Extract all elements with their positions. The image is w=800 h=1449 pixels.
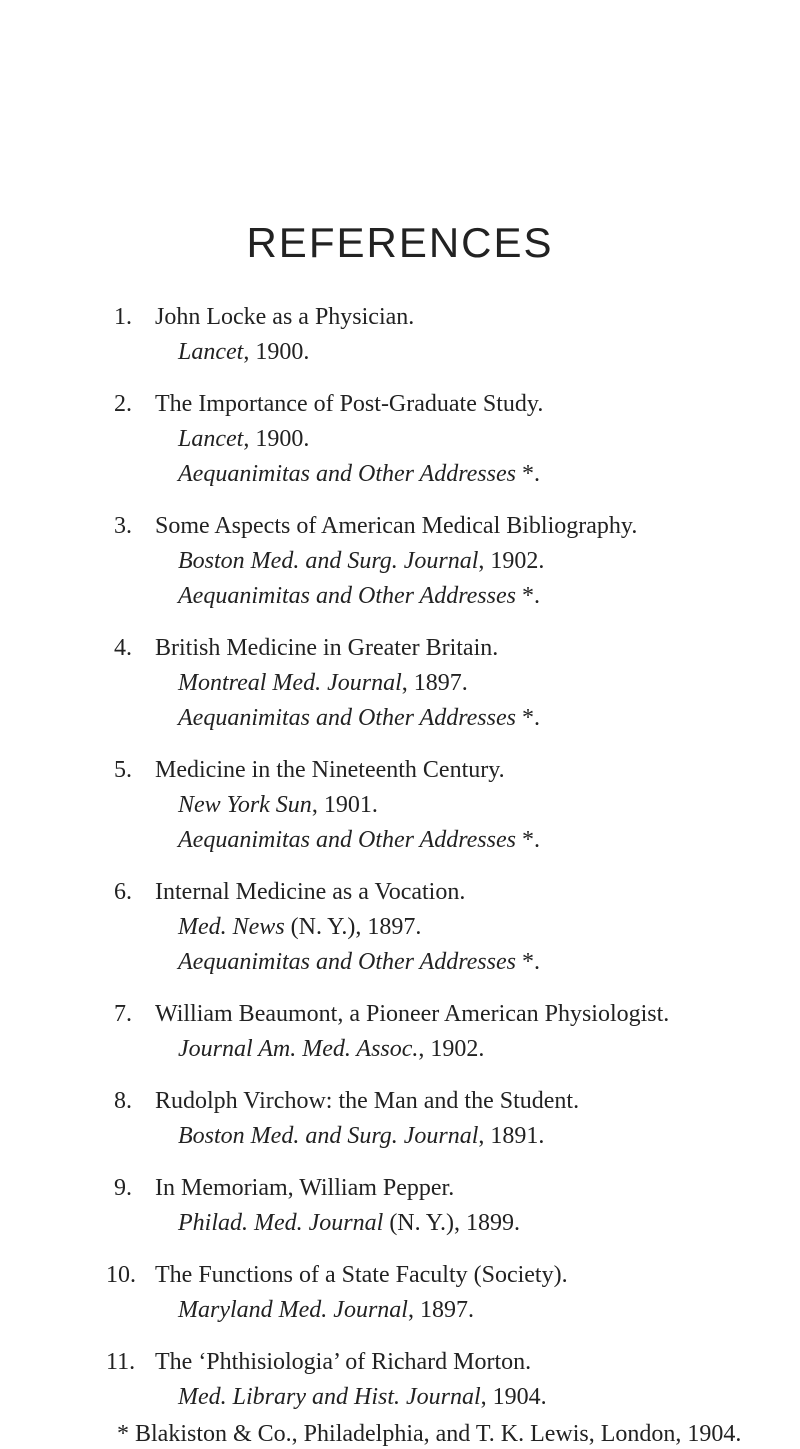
reference-publication	[178, 1382, 547, 1412]
journal-name: Lancet	[178, 426, 244, 452]
reference-title: The Functions of a State Faculty (Society).	[155, 1262, 568, 1288]
reference-publication	[178, 1295, 474, 1325]
reference-publication	[178, 1034, 484, 1064]
publication-detail: , 1897.	[407, 1297, 474, 1323]
reference-title: In Memoriam, William Pepper.	[155, 1175, 455, 1201]
journal-name: Maryland Med. Journal	[178, 1297, 408, 1323]
reference-number: 8.	[114, 1088, 132, 1114]
reference-number: 1.	[114, 304, 132, 330]
reference-number: 3.	[114, 513, 132, 539]
publication-detail: , 1897.	[401, 670, 468, 696]
book-title: Aequanimitas and Other Addresses	[178, 583, 516, 609]
reference-title: The Importance of Post-Graduate Study.	[155, 391, 544, 417]
journal-name: Journal Am. Med. Assoc.	[178, 1036, 419, 1062]
publication-detail: , 1900.	[243, 426, 310, 452]
reference-title: British Medicine in Greater Britain.	[155, 635, 499, 661]
publication-detail: (N. Y.), 1899.	[383, 1210, 520, 1236]
book-title: Aequanimitas and Other Addresses	[178, 949, 516, 975]
reference-title: The ‘Phthisiologia’ of Richard Morton.	[155, 1349, 532, 1375]
reference-number: 2.	[114, 391, 132, 417]
book-title: Aequanimitas and Other Addresses	[178, 827, 516, 853]
footnote: * Blakiston & Co., Philadelphia, and T. K. Lewis, London, 1904.	[117, 1421, 742, 1447]
reference-reprint	[178, 459, 540, 489]
reference-number: 4.	[114, 635, 132, 661]
reference-number: 9.	[114, 1175, 132, 1201]
reference-publication	[178, 337, 309, 367]
reference-title: William Beaumont, a Pioneer American Physiologist.	[155, 1001, 670, 1027]
book-title: Aequanimitas and Other Addresses	[178, 461, 516, 487]
journal-name: Med. News	[178, 914, 285, 940]
reference-title: Some Aspects of American Medical Bibliography.	[155, 513, 638, 539]
publication-detail: , 1901.	[311, 792, 378, 818]
reference-publication	[178, 668, 468, 698]
footnote-marker: *.	[515, 949, 540, 975]
publication-detail: , 1891.	[478, 1123, 545, 1149]
reference-publication	[178, 1121, 544, 1151]
reference-publication	[178, 912, 421, 942]
publication-detail: (N. Y.), 1897.	[284, 914, 422, 940]
footnote-marker: *.	[515, 461, 540, 487]
reference-number: 6.	[114, 879, 132, 905]
journal-name: Montreal Med. Journal	[178, 670, 402, 696]
footnote-marker: *.	[515, 827, 540, 853]
reference-reprint	[178, 947, 540, 977]
page-title: REFERENCES	[246, 219, 554, 266]
reference-title: Internal Medicine as a Vocation.	[155, 879, 466, 905]
journal-name: Lancet	[178, 339, 244, 365]
publication-detail: , 1900.	[243, 339, 310, 365]
footnote-marker: *.	[515, 705, 540, 731]
reference-reprint	[178, 581, 540, 611]
publication-detail: , 1902.	[418, 1036, 485, 1062]
journal-name: Philad. Med. Journal	[178, 1210, 384, 1236]
journal-name: Boston Med. and Surg. Journal	[178, 1123, 479, 1149]
reference-title: Rudolph Virchow: the Man and the Student.	[155, 1088, 580, 1114]
reference-publication	[178, 790, 378, 820]
reference-number: 5.	[114, 757, 132, 783]
reference-publication	[178, 546, 544, 576]
reference-number: 11.	[106, 1349, 136, 1375]
footnote-marker: *.	[515, 583, 540, 609]
journal-name: Boston Med. and Surg. Journal	[178, 548, 479, 574]
publication-detail: , 1904.	[480, 1384, 547, 1410]
reference-title: John Locke as a Physician.	[155, 304, 415, 330]
reference-publication	[178, 1208, 520, 1238]
journal-name: Med. Library and Hist. Journal	[178, 1384, 481, 1410]
book-title: Aequanimitas and Other Addresses	[178, 705, 516, 731]
reference-title: Medicine in the Nineteenth Century.	[155, 757, 505, 783]
journal-name: New York Sun	[178, 792, 312, 818]
reference-number: 7.	[114, 1001, 132, 1027]
reference-reprint	[178, 825, 540, 855]
publication-detail: , 1902.	[478, 548, 545, 574]
reference-publication	[178, 424, 309, 454]
reference-number: 10.	[106, 1262, 136, 1288]
reference-reprint	[178, 703, 540, 733]
